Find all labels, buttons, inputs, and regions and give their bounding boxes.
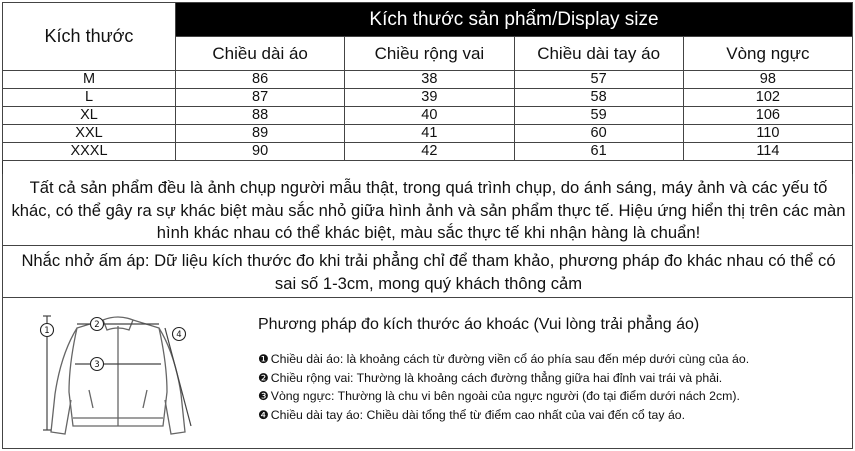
marker-2: 2 xyxy=(94,320,100,330)
value-cell: 88 xyxy=(176,107,345,125)
value-cell: 114 xyxy=(683,143,852,161)
measurement-guide xyxy=(2,298,853,449)
value-cell: 40 xyxy=(345,107,514,125)
marker-4: 4 xyxy=(176,330,182,340)
value-cell: 61 xyxy=(514,143,683,161)
column-header: Vòng ngực xyxy=(683,37,852,71)
number-1-icon: ❶ xyxy=(258,352,269,366)
size-column-header: Kích thước xyxy=(3,3,176,71)
value-cell: 41 xyxy=(345,125,514,143)
color-disclaimer: Tất cả sản phẩm đều là ảnh chụp người mẫu thật, trong quá trình chụp, do ánh sáng, máy ảnh và các yếu tố khác, có thể gây ra sự khác biệt màu sắc nhỏ giữa hình ảnh và sản phẩm thực tế. Hiệu ứng hiển thị trên các màn hình khác nhau có thể khác biệt, màu sắc thực tế khi nhận hàng là chuẩn! xyxy=(2,174,853,246)
value-cell: 58 xyxy=(514,89,683,107)
value-cell: 42 xyxy=(345,143,514,161)
size-cell: M xyxy=(3,71,176,89)
measurement-reminder: Nhắc nhở ấm áp: Dữ liệu kích thước đo khi trải phẳng chỉ để tham khảo, phương pháp đo khác nhau có thể có sai số 1-3cm, mong quý khách thông cảm xyxy=(2,246,853,298)
list-item xyxy=(258,369,749,388)
value-cell: 87 xyxy=(176,89,345,107)
table-row xyxy=(3,107,853,125)
table-row xyxy=(3,89,853,107)
number-2-icon: ❷ xyxy=(258,370,269,385)
list-item-text: Chiều dài áo: là khoảng cách từ đường viền cổ áo phía sau đến mép dưới cùng của áo. xyxy=(270,352,750,366)
size-cell: XXXL xyxy=(3,143,176,161)
list-item-text: Chiều dài tay áo: Chiều dài tổng thể từ điểm cao nhất của vai đến cổ tay áo. xyxy=(270,407,686,422)
number-3-icon: ❸ xyxy=(258,389,269,403)
value-cell: 90 xyxy=(176,143,345,161)
size-cell: XXL xyxy=(3,125,176,143)
value-cell: 57 xyxy=(514,71,683,89)
table-row xyxy=(3,125,853,143)
list-item-text: Chiều rộng vai: Thường là khoảng cách đường thẳng giữa hai đỉnh vai trái và phải. xyxy=(270,370,723,385)
jacket-diagram-icon xyxy=(33,304,203,444)
table-row xyxy=(3,71,853,89)
size-cell: L xyxy=(3,89,176,107)
column-header: Chiều dài tay áo xyxy=(514,37,683,71)
value-cell: 102 xyxy=(683,89,852,107)
value-cell: 98 xyxy=(683,71,852,89)
value-cell: 86 xyxy=(176,71,345,89)
value-cell: 60 xyxy=(514,125,683,143)
column-header: Chiều rộng vai xyxy=(345,37,514,71)
list-item-text: Vòng ngực: Thường là chu vi bên ngoài của ngực người (đo tại điểm dưới nách 2cm). xyxy=(270,389,740,403)
column-header: Chiều dài áo xyxy=(176,37,345,71)
value-cell: 89 xyxy=(176,125,345,143)
table-row xyxy=(3,143,853,161)
number-4-icon: ❹ xyxy=(258,407,269,422)
size-table xyxy=(2,2,853,161)
table-banner: Kích thước sản phẩm/Display size xyxy=(176,3,853,37)
size-cell: XL xyxy=(3,107,176,125)
list-item xyxy=(258,387,749,406)
marker-1: 1 xyxy=(44,326,50,336)
list-item xyxy=(258,406,749,425)
table-header-row xyxy=(3,3,853,37)
value-cell: 106 xyxy=(683,107,852,125)
value-cell: 59 xyxy=(514,107,683,125)
measurement-guide-title: Phương pháp đo kích thước áo khoác (Vui lòng trải phẳng áo) xyxy=(258,316,700,333)
value-cell: 39 xyxy=(345,89,514,107)
measurement-list xyxy=(258,350,749,424)
value-cell: 38 xyxy=(345,71,514,89)
list-item xyxy=(258,350,749,369)
marker-3: 3 xyxy=(94,360,100,370)
value-cell: 110 xyxy=(683,125,852,143)
